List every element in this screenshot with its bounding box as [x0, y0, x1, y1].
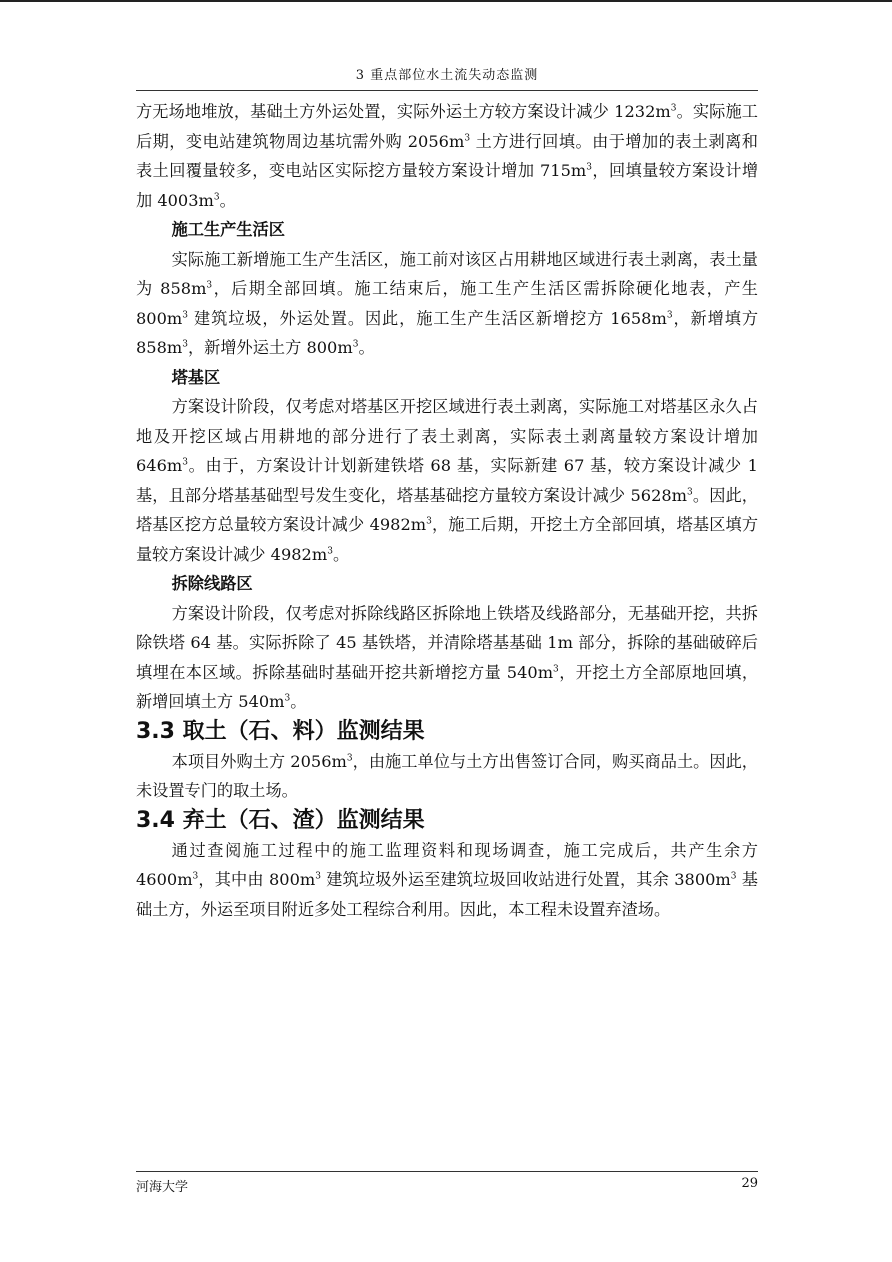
document-body — [136, 97, 758, 924]
footer-institution: 河海大学 — [136, 1180, 189, 1195]
page-footer — [136, 1176, 758, 1195]
page-number: 29 — [741, 1176, 758, 1191]
top-border — [0, 0, 892, 2]
subheading-demolition-area: 拆除线路区 — [171, 574, 253, 593]
subheading-construction-area: 施工生产生活区 — [171, 220, 285, 239]
paragraph-borrow-results: 本项目外购土方 $2056m^3$，由施工单位与土方出售签订合同，购买商品土。因此，未设置专门的取土场。 — [136, 751, 758, 800]
section-heading-3-4: 3.4 弃土（石、渣）监测结果 — [136, 807, 425, 833]
paragraph-spoil-results: 通过查阅施工过程中的施工监理资料和现场调查，施工完成后，共产生余方 $4600m^3$，其中由 $800m^3$ 建筑垃圾外运至建筑垃圾回收站进行处置，其余 $3800m^3$ 基础土方，外运至项目附近多处工程综合利用。因此，本工程未设置弃渣场。 — [136, 840, 758, 919]
section-heading-3-3: 3.3 取土（石、料）监测结果 — [136, 718, 425, 744]
subheading-tower-area: 塔基区 — [171, 367, 221, 387]
footer-rule — [136, 1171, 758, 1172]
paragraph-tower-area: 方案设计阶段，仅考虑对塔基区开挖区域进行表土剥离，实际施工对塔基区永久占地及开挖区域占用耕地的部分进行了表土剥离，实际表土剥离量较方案设计增加 $646m^3$。由于，方案设计计划新建铁塔 68 基，实际新建 67 基，较方案设计减少 1 基，且部分塔基基础型号发生变化，塔基基础挖方量较方案设计减少 $5628m^3$。因此，塔基区挖方总量较方案设计减少 $4982m^3$，施工后期，开挖土方全部回填，塔基区填方量较方案设计减少 $4982m^3$。 — [136, 397, 759, 564]
paragraph-construction-area: 实际施工新增施工生产生活区，施工前对该区占用耕地区域进行表土剥离，表土量为 $858m^3$，后期全部回填。施工结束后，施工生产生活区需拆除硬化地表，产生 $800m^3$ 建筑垃圾，外运处置。因此，施工生产生活区新增挖方 $1658m^3$，新增填方 $858m^3$，新增外运土方 $800m^3$。 — [136, 249, 759, 357]
running-header: 3 重点部位水土流失动态监测 — [355, 68, 539, 83]
paragraph-substation-continued: 方无场地堆放，基础土方外运处置，实际外运土方较方案设计减少 $1232m^3$。实际施工后期，变电站建筑物周边基坑需外购 $2056m^3$ 土方进行回填。由于增加的表土剥离和表土回覆量较多，变电站区实际挖方量较方案设计增加 $715m^3$，回填量较方案设计增加 $4003m^3$。 — [136, 102, 759, 210]
paragraph-demolition-area: 方案设计阶段，仅考虑对拆除线路区拆除地上铁塔及线路部分，无基础开挖，共拆除铁塔 64 基。实际拆除了 45 基铁塔，并清除塔基基础 1m 部分，拆除的基础破碎后填埋在本区域。拆除基础时基础开挖共新增挖方量 $540m^3$，开挖土方全部原地回填，新增回填土方 $540m^3$。 — [136, 603, 759, 711]
page-content — [136, 66, 758, 924]
header-rule — [136, 90, 758, 91]
